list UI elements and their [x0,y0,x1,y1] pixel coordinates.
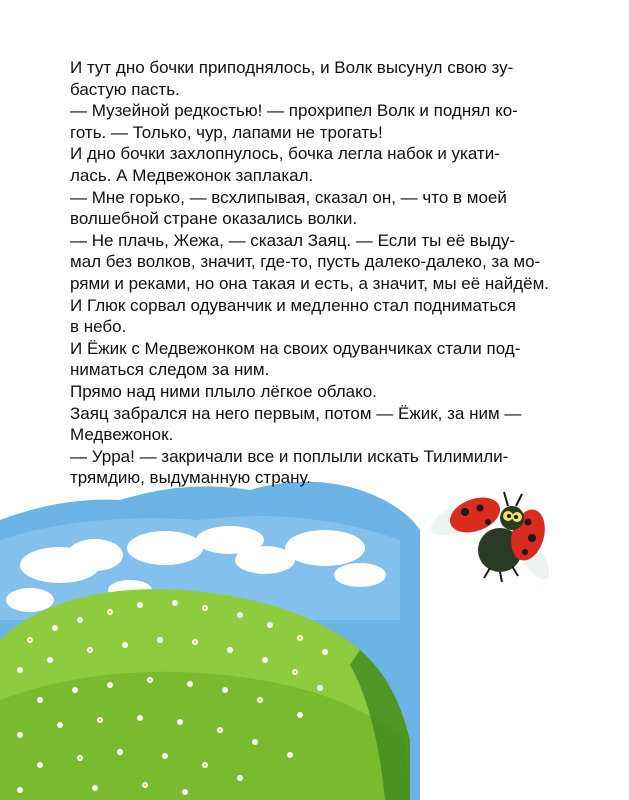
story-line: — Урра! — закричали все и поплыли искать Тилимили- [70,446,509,466]
story-line: — Мне горько, — всхлипывая, сказал он, — что в моей [70,187,507,207]
story-line: Медвежонок. [70,425,174,445]
story-line: — Не плачь, Жежа, — сказал Заяц. — Если ты её выду- [70,230,516,250]
story-line: мал без волков, значит, где-то, пусть далеко-далеко, за мо- [70,252,541,272]
story-text [70,57,570,489]
story-line: трямдию, выдуманную страну. [70,468,312,488]
story-line: бастую пасть. [70,79,180,99]
story-line: Прямо над ними плыло лёгкое облако. [70,381,377,401]
story-line: И Ёжик с Медвежонком на своих одуванчиках стали под- [70,338,521,358]
story-line: Заяц забрался на него первым, потом — Ёжик, за ним — [70,403,522,423]
story-line: — Музейной редкостью! — прохрипел Волк и поднял ко- [70,101,518,121]
story-line: в небо. [70,317,127,337]
story-line: лась. А Медвежонок заплакал. [70,165,314,185]
story-line: ниматься следом за ним. [70,360,270,380]
story-line: готь. — Только, чур, лапами не трогать! [70,122,383,142]
story-line: И дно бочки захлопнулось, бочка легла набок и укати- [70,144,500,164]
story-line: волшебной стране оказались волки. [70,209,358,229]
story-line: И тут дно бочки приподнялось, и Волк высунул свою зу- [70,58,514,77]
story-line: рями и реками, но она такая и есть, а значит, мы её найдём. [70,273,550,293]
ladybug [426,491,554,584]
story-line: И Глюк сорвал одуванчик и медленно стал подниматься [70,295,516,315]
